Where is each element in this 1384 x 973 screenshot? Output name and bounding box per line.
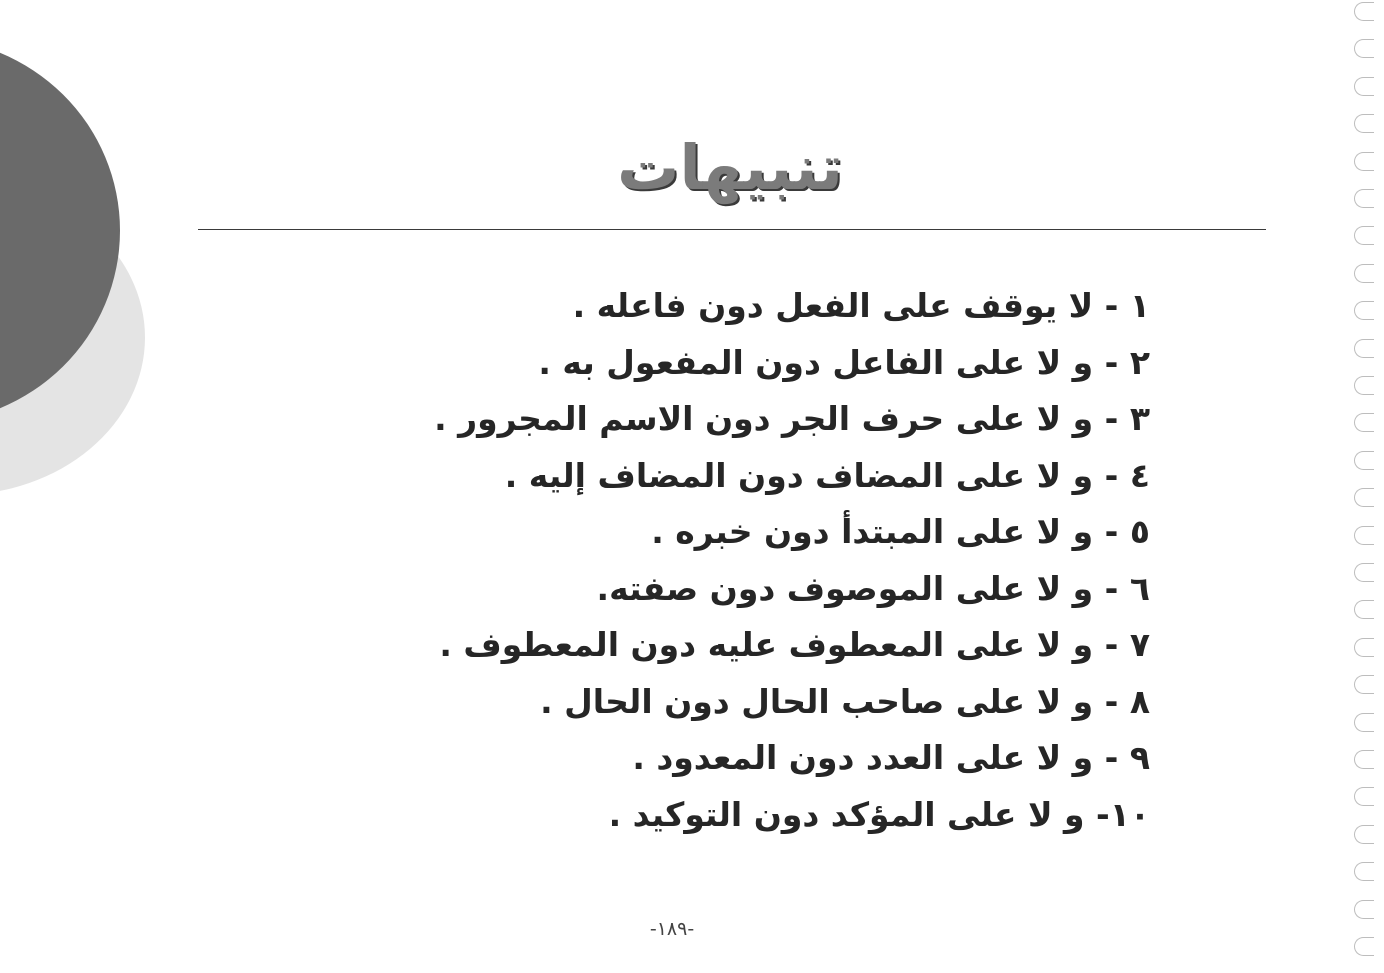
- note-item-1: ١ - لا يوقف على الفعل دون فاعله .: [572, 286, 1150, 325]
- binding-ring: [1354, 77, 1374, 96]
- binding-ring: [1354, 114, 1374, 133]
- binding-ring: [1354, 488, 1374, 507]
- binding-ring: [1354, 376, 1374, 395]
- binding-ring: [1354, 226, 1374, 245]
- binding-ring: [1354, 413, 1374, 432]
- note-item-8: ٨ - و لا على صاحب الحال دون الحال .: [540, 681, 1150, 721]
- binding-ring: [1354, 526, 1374, 545]
- title-divider: [198, 229, 1266, 230]
- binding-ring: [1354, 900, 1374, 919]
- binding-ring: [1354, 264, 1374, 283]
- note-item-10: ١٠- و لا على المؤكد دون التوكيد .: [608, 794, 1150, 834]
- page-number: -١٨٩-: [649, 918, 695, 940]
- binding-ring: [1354, 2, 1374, 21]
- note-item-7: ٧ - و لا على المعطوف عليه دون المعطوف .: [439, 625, 1150, 664]
- binding-ring: [1354, 862, 1374, 881]
- binding-ring: [1354, 638, 1374, 657]
- binding-ring: [1354, 825, 1374, 844]
- note-item-2: ٢ - و لا على الفاعل دون المفعول به .: [538, 342, 1150, 382]
- binding-ring: [1354, 451, 1374, 470]
- binding-ring: [1354, 39, 1374, 58]
- binding-ring: [1354, 937, 1374, 956]
- binding-ring: [1354, 301, 1374, 320]
- binding-ring: [1354, 189, 1374, 208]
- note-item-3: ٣ - و لا على حرف الجر دون الاسم المجرور .: [434, 399, 1150, 438]
- note-item-9: ٩ - و لا على العدد دون المعدود .: [632, 738, 1150, 777]
- binding-ring: [1354, 750, 1374, 769]
- binding-ring: [1354, 713, 1374, 732]
- note-item-6: ٦ - و لا على الموصوف دون صفته.: [596, 568, 1150, 608]
- spiral-binding: [1354, 0, 1380, 973]
- page-title: تنبيهات: [617, 131, 843, 204]
- binding-ring: [1354, 787, 1374, 806]
- binding-ring: [1354, 339, 1374, 358]
- binding-ring: [1354, 600, 1374, 619]
- notes-list: [300, 278, 1150, 843]
- note-item-5: ٥ - و لا على المبتدأ دون خبره .: [651, 512, 1150, 551]
- binding-ring: [1354, 152, 1374, 171]
- binding-ring: [1354, 675, 1374, 694]
- binding-ring: [1354, 563, 1374, 582]
- note-item-4: ٤ - و لا على المضاف دون المضاف إليه .: [504, 455, 1150, 495]
